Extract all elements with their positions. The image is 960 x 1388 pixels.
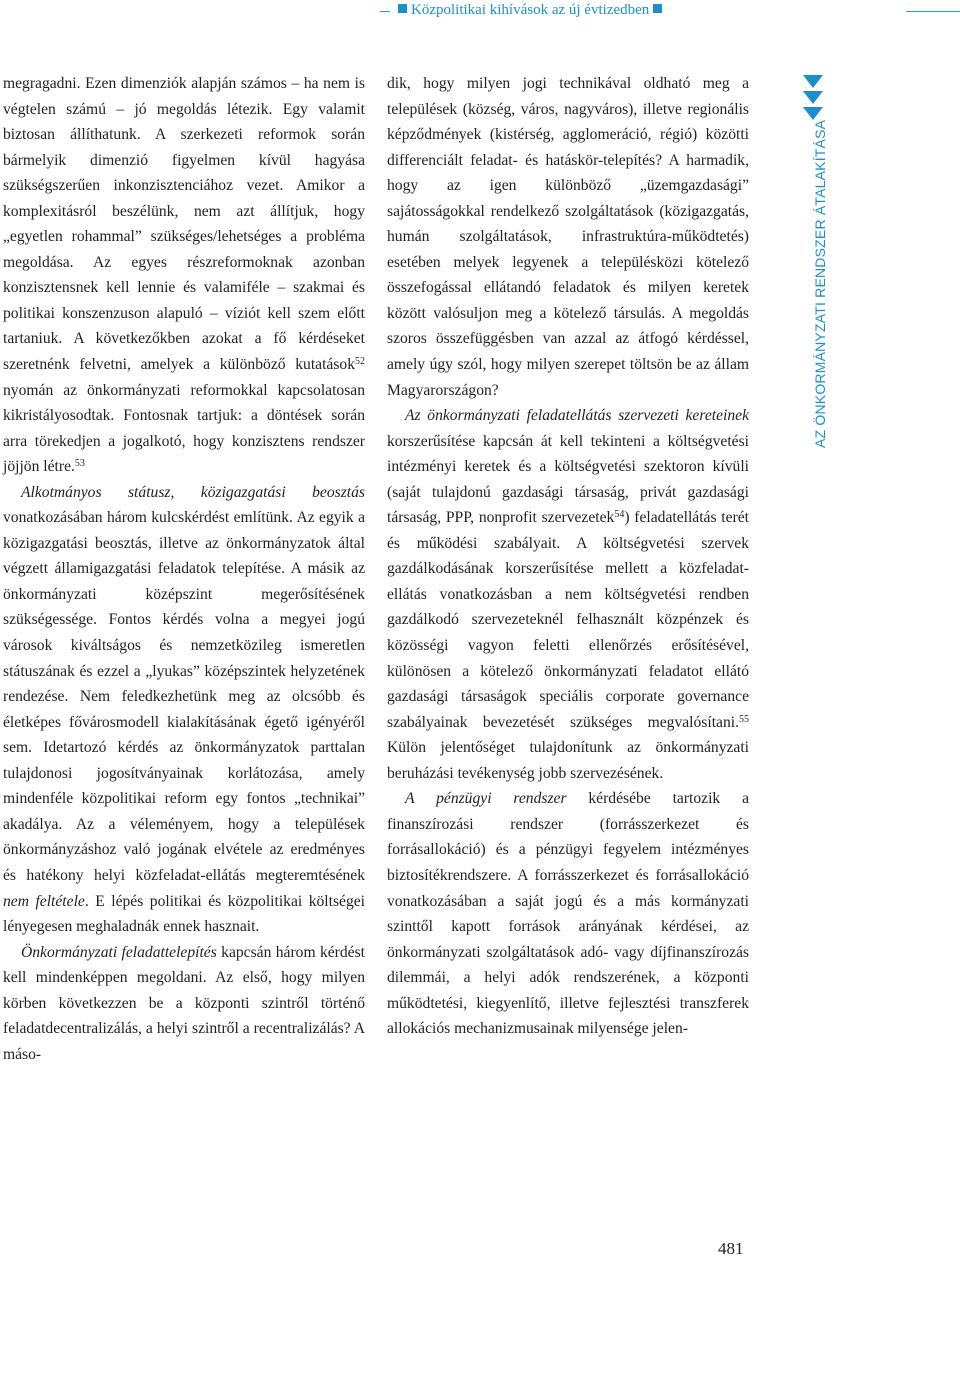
header-title: Közpolitikai kihívások az új évtizedben — [411, 2, 650, 18]
right-column — [387, 71, 749, 1042]
text-run: vonatkozásában három kulcskérdést említünk. Az egyik a közigazgatási beosztás, illetve az önkormányzatok által végzett államigazgatási feladatok telepítése. A másik az önkormányzati középszint megerősítésének szükségessége. Fontos kérdés volna a megyei jogú városok kiváltságos és nemzetközileg ismeretlen státuszának és ezzel a „lyukas” középszintek helyzetének rendezése. Nem feledkezhetünk meg az olcsóbb és életképes fővárosmodell kialakításának égető igényéről sem. Idetartozó kérdés az önkormányzatok parttalan tulajdonosi jogosítványainak korlátozása, amely mindenféle közpolitikai reform egy fontos „technikai” akadálya. Az a véleményem, hogy a települések önkormányzáshoz való jogának elvétele az eredményes és hatékony helyi közfeladat-ellátás megteremtésének — [3, 509, 365, 884]
text-run: ) feladatellátás terét és működési szabályait. A költségvetési szervek gazdálkodásának korszerűsítése mellett a közfeladat-ellátás vonatkozásban a nem költségvetési rendben gazdálkodó szervezeteknél felhasznált közpénzek és közösségi vagyon feletti ellenőrzés erősítésével, különösen a kötelező önkormányzati feladatot ellátó gazdasági társaságok speciális corporate governance szabályainak bevezetését szükséges megvalósítani. — [387, 509, 749, 731]
triangle-down-icon — [803, 75, 823, 88]
emphasis-run: nem feltétele — [3, 892, 85, 910]
footnote-ref: 55 — [739, 713, 749, 725]
emphasis-run: Önkormányzati feladattelepítés — [21, 943, 217, 961]
footnote-ref: 52 — [355, 356, 365, 368]
triangle-down-icon — [803, 107, 823, 120]
left-column — [3, 71, 365, 1067]
emphasis-run: Alkotmányos státusz, közigazgatási beosztás — [21, 483, 365, 501]
paragraph — [3, 71, 365, 480]
sidebar-arrows — [803, 75, 827, 123]
page-number: 481 — [718, 1239, 744, 1258]
text-run: korszerűsítése kapcsán át kell tekinteni a költségvetési intézményi keretek és a költségvetési szektoron kívüli (saját tulajdonú gazdasági társaság, privát gazdasági társaság, PPP, nonprofit szervezetek — [387, 432, 749, 527]
header-rule-right — [906, 11, 960, 12]
paragraph — [387, 403, 749, 786]
chapter-vertical-label: AZ ÖNKORMÁNYZATI RENDSZER ÁTALAKÍTÁSA — [812, 119, 828, 448]
square-bullet-icon — [653, 4, 662, 13]
paragraph — [3, 480, 365, 940]
text-run: dik, hogy milyen jogi technikával oldható meg a települések (község, város, nagyváros), illetve regionális képződmények (kistérség, agglomeráció, régió) közötti differenciált feladat- és hatáskör-telepítés? A harmadik, hogy az igen különböző „üzemgazdasági” sajátosságokkal rendelkező szolgáltatások (közigazgatás, humán szolgáltatások, infrastruktúra-működtetés) esetében melyek legyenek a településközi kötelező összefogással ellátandó feladatok és milyen keretek között valósuljon meg a kötelező társulás. A megoldás szoros összefüggésben van azzal az átfogó kérdéssel, amely úgy szól, hogy milyen szerepet töltsön be az állam Magyarországon? — [387, 75, 749, 399]
emphasis-run: Az önkormányzati feladatellátás szervezeti kereteinek — [405, 407, 749, 425]
running-header — [380, 0, 960, 24]
square-bullet-icon — [398, 4, 407, 13]
text-run: Külön jelentőséget tulajdonítunk az önkormányzati beruházási tevékenység jobb szervezésének. — [387, 739, 749, 782]
text-run: . E lépés politikai és közpolitikai költségei lényegesen meghaladnák ennek hasznait. — [3, 892, 365, 936]
footnote-ref: 54 — [614, 509, 625, 521]
paragraph — [387, 71, 749, 403]
triangle-down-icon — [803, 91, 823, 104]
footnote-ref: 53 — [74, 458, 85, 470]
header-title-wrap — [394, 2, 666, 19]
text-run: kérdésébe tartozik a finanszírozási rendszer (forrásszerkezet és forrásallokáció) és a pénzügyi fegyelem intézményes biztosítékrendszere. A forrásszerkezet és forrásallokáció vonatkozásában a saját jogú és a más kormányzati szinttől kapott források arányának kérdései, az önkormányzati szolgáltatások adó- vagy díjfinanszírozás dilemmái, a helyi adók rendszerének, a központi működtetési, kiegyenlítő, illetve fejlesztési transzferek allokációs mechanizmusainak milyensége jelen- — [387, 790, 749, 1038]
paragraph — [387, 786, 749, 1041]
text-run: nyomán az önkormányzati reformokkal kapcsolatosan kikristályosodtak. Fontosnak tartjuk: a döntések során arra törekedjen a jogalkotó, hogy konzisztens rendszer jöjjön létre. — [3, 381, 365, 476]
header-rule-left — [380, 11, 390, 12]
text-run: megragadni. Ezen dimenziók alapján számos – ha nem is végtelen számú – jó megoldás létezik. Egy valamit biztosan állíthatunk. A szerkezeti reformok során bármelyik dimenzió figyelmen kívül hagyása szükségszerűen inkonzisztenciához vezet. Amikor a komplexitásról beszélünk, nem azt állítjuk, hogy „egyetlen rohammal” szükséges/lehetséges a probléma megoldása. Az egyes részreformoknak azonban konzisztensnek kell lennie és valamiféle – szakmai és politikai konszenzuson alapuló – víziót kell szem előtt tartaniuk. A következőkben azokat a fő kérdéseket szeretnénk felvetni, amelyek a különböző kutatások — [3, 75, 365, 374]
paragraph — [3, 940, 365, 1068]
emphasis-run: A pénzügyi rendszer — [405, 790, 567, 808]
text-run: kapcsán három kérdést kell mindenképpen megoldani. Az első, hogy milyen körben következzen be a központi szintről történő feladatdecentralizálás, a helyi szintről a recentralizálás? A máso- — [3, 943, 365, 1063]
